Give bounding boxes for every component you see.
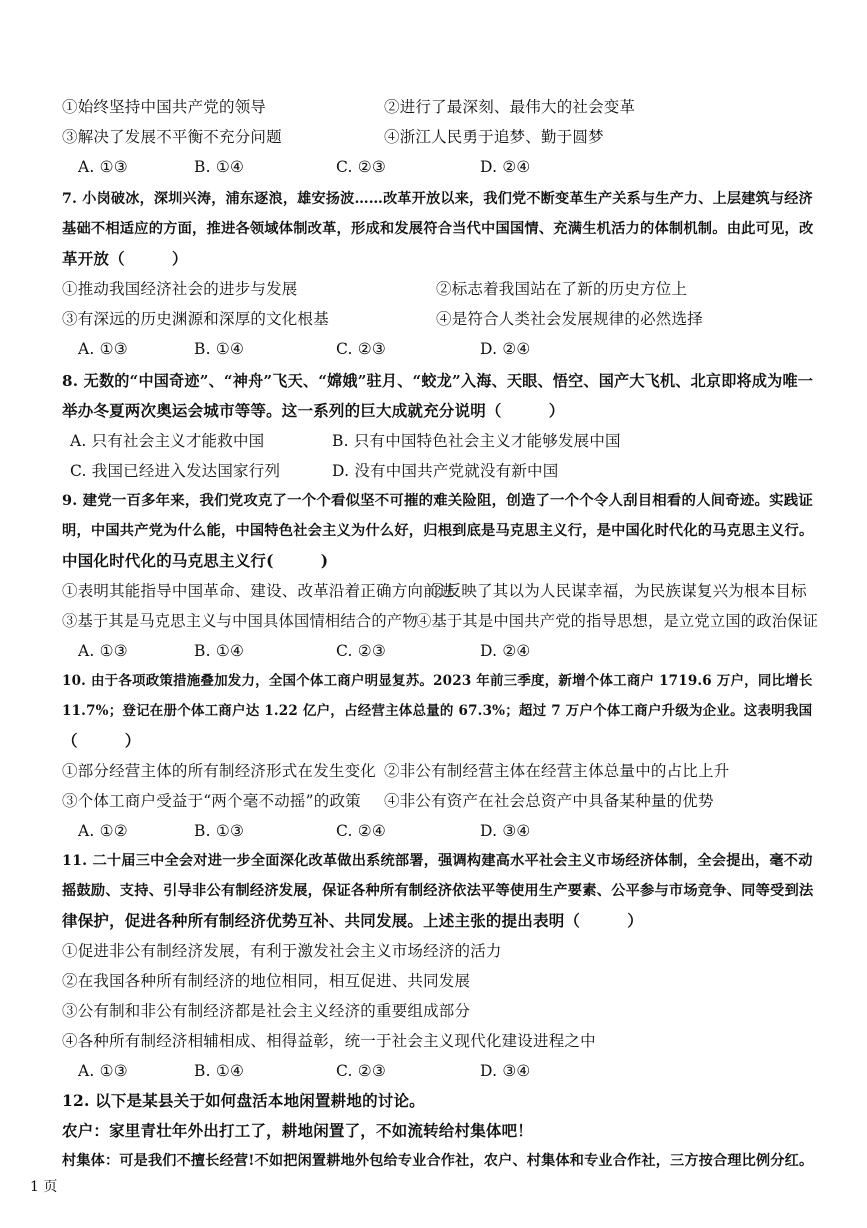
q10-choice-d: D. ③④ (480, 822, 531, 840)
q10-choices (62, 816, 823, 846)
q11-choices (62, 1056, 823, 1086)
q9-option-row-2 (62, 606, 823, 636)
q7-option-4: ④是符合人类社会发展规律的必然选择 (436, 310, 703, 328)
q11-option-3: ③公有制和非公有制经济都是社会主义经济的重要组成部分 (62, 1002, 471, 1020)
q9-stem-line-1: 9. 建党一百多年来，我们党攻克了一个个看似坚不可摧的难关险阻，创造了一个个令人刮目相看的人间奇迹。实践证 (62, 492, 813, 509)
q7-option-1: ①推动我国经济社会的进步与发展 (62, 280, 298, 298)
q6-choice-a: A. ①③ (78, 158, 128, 176)
q7-choice-a: A. ①③ (78, 340, 128, 358)
q10-option-4: ④非公有资产在社会总资产中具备某种量的优势 (384, 792, 714, 810)
q10-stem-line-1: 10. 由于各项政策措施叠加发力，全国个体工商户明显复苏。2023 年前三季度，新增个体工商户 1719.6 万户，同比增长 (62, 673, 813, 689)
q7-stem-line-2: 基础不相适应的方面，推进各领域体制改革，形成和发展符合当代中国国情、充满生机活力的体制机制。由此可见，改 (62, 221, 814, 237)
q7-choice-d: D. ②④ (480, 340, 531, 358)
q7-stem-line-3: 革开放（ ） (62, 249, 188, 268)
q7-choice-b: B. ①④ (194, 340, 245, 358)
q9-choices (62, 636, 823, 666)
q10-option-2: ②非公有制经营主体在经营主体总量中的占比上升 (384, 762, 730, 780)
q8-choice-a: A. 只有社会主义才能救中国 (70, 432, 265, 450)
q9-choice-a: A. ①③ (78, 642, 128, 660)
q7-option-2: ②标志着我国站在了新的历史方位上 (436, 280, 688, 298)
q10-option-3: ③个体工商户受益于“两个毫不动摇”的政策 (62, 792, 361, 810)
q10-option-1: ①部分经营主体的所有制经济形式在发生变化 (62, 762, 377, 780)
q10-stem-line-2: 11.7%；登记在册个体工商户达 1.22 亿户，占经营主体总量的 67.3%；超过 7 万户个体工商户升级为企业。这表明我国 (62, 703, 813, 719)
q11-choice-a: A. ①③ (78, 1062, 128, 1080)
q9-option-row-1 (62, 576, 823, 606)
q8-stem-line-1: 8. 无数的“中国奇迹”、“神舟”飞天、“嫦娥”驻月、“蛟龙”入海、天眼、悟空、国产大飞机、北京即将成为唯一 (62, 372, 814, 390)
q12-stem-line-1: 12. 以下是某县关于如何盘活本地闲置耕地的讨论。 (62, 1091, 425, 1110)
q9-choice-b: B. ①④ (194, 642, 245, 660)
q8-choice-b: B. 只有中国特色社会主义才能够发展中国 (332, 432, 621, 450)
q10-choice-a: A. ①② (78, 822, 128, 840)
q6-option-2: ②进行了最深刻、最伟大的社会变革 (384, 98, 636, 116)
q11-choice-d: D. ③④ (480, 1062, 531, 1080)
q10-choice-c: C. ②④ (336, 822, 386, 840)
q8-choice-d: D. 没有中国共产党就没有新中国 (332, 462, 559, 480)
q12-stem-line-2: 农户：家里青壮年外出打工了，耕地闲置了，不如流转给村集体吧！ (62, 1121, 534, 1140)
q7-choice-c: C. ②③ (336, 340, 386, 358)
q6-choice-d: D. ②④ (480, 158, 531, 176)
q11-option-2: ②在我国各种所有制经济的地位相同，相互促进、共同发展 (62, 972, 471, 990)
q6-option-row-2 (62, 122, 823, 152)
q9-option-3: ③基于其是马克思主义与中国具体国情相结合的产物 (62, 612, 418, 630)
q11-stem-line-3: 律保护，促进各种所有制经济优势互补、共同发展。上述主张的提出表明（ ） (62, 911, 643, 930)
q7-option-row-1 (62, 274, 823, 304)
q7-option-3: ③有深远的历史渊源和深厚的文化根基 (62, 310, 329, 328)
q9-stem-line-3: 中国化时代化的马克思主义行( ) (62, 551, 329, 570)
q8-stem-line-2: 举办冬夏两次奥运会城市等等。这一系列的巨大成就充分说明（ ） (62, 401, 565, 420)
q7-choices (62, 334, 823, 364)
q6-choices (62, 152, 823, 182)
q11-stem-line-1: 11. 二十届三中全会对进一步全面深化改革做出系统部署，强调构建高水平社会主义市场经济体制，全会提出，毫不动 (62, 853, 813, 869)
q6-option-1: ①始终坚持中国共产党的领导 (62, 98, 267, 116)
q6-choice-b: B. ①④ (194, 158, 245, 176)
q9-choice-d: D. ②④ (480, 642, 531, 660)
q8-option-row-2 (62, 456, 823, 486)
q7-stem-line-1: 7. 小岗破冰，深圳兴涛，浦东逐浪，雄安扬波……改革开放以来，我们党不断变革生产关系与生产力、上层建筑与经济 (62, 191, 813, 207)
q12-stem-line-3: 村集体：可是我们不擅长经营!不如把闲置耕地外包给专业合作社，农户、村集体和专业合作社，三方按合理比例分红。 (62, 1153, 814, 1169)
q9-choice-c: C. ②③ (336, 642, 386, 660)
q10-stem-line-3: （ ） (62, 731, 141, 750)
q9-option-2: ②反映了其以为人民谋幸福，为民族谋复兴为根本目标 (430, 582, 807, 600)
q11-option-4: ④各种所有制经济相辅相成、相得益彰，统一于社会主义现代化建设进程之中 (62, 1032, 596, 1050)
q6-option-row-1 (62, 92, 823, 122)
q10-option-row-2 (62, 786, 823, 816)
q7-option-row-2 (62, 304, 823, 334)
q6-choice-c: C. ②③ (336, 158, 386, 176)
q8-choice-c: C. 我国已经进入发达国家行列 (70, 462, 281, 480)
q9-option-4: ④基于其是中国共产党的指导思想，是立党立国的政治保证 (416, 612, 819, 630)
q8-option-row-1 (62, 426, 823, 456)
q9-option-1: ①表明其能指导中国革命、建设、改革沿着正确方向前进 (62, 582, 455, 600)
q6-option-3: ③解决了发展不平衡不充分问题 (62, 128, 282, 146)
q11-option-1: ①促进非公有制经济发展，有利于激发社会主义市场经济的活力 (62, 942, 502, 960)
q10-option-row-1 (62, 756, 823, 786)
q9-stem-line-2: 明，中国共产党为什么能，中国特色社会主义为什么好，归根到底是马克思主义行，是中国化时代化的马克思主义行。 (62, 523, 814, 539)
q10-choice-b: B. ①③ (194, 822, 245, 840)
q11-stem-line-2: 摇鼓励、支持、引导非公有制经济发展，保证各种所有制经济依法平等使用生产要素、公平参与市场竞争、同等受到法 (62, 883, 814, 899)
q6-option-4: ④浙江人民勇于追梦、勤于圆梦 (384, 128, 604, 146)
page-number: 1 页 (30, 1179, 58, 1195)
q11-choice-c: C. ②③ (336, 1062, 386, 1080)
q11-choice-b: B. ①④ (194, 1062, 245, 1080)
